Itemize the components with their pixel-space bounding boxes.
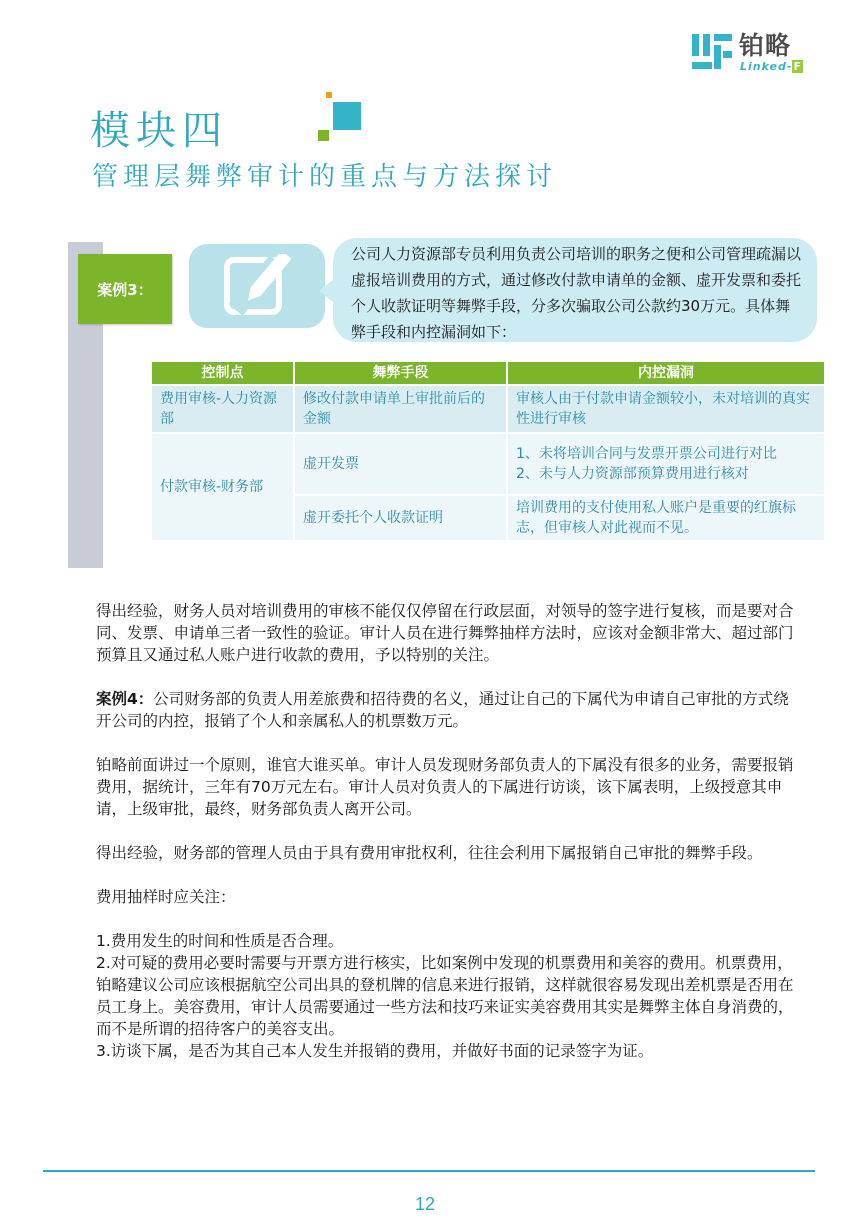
deco-square-orange xyxy=(326,92,332,98)
deco-square-teal xyxy=(333,102,361,130)
table-cell: 虚开发票 xyxy=(294,433,507,495)
footer-divider xyxy=(43,1170,815,1172)
page-number: 12 xyxy=(414,1194,436,1214)
case4-label: 案例4： xyxy=(96,690,154,708)
deco-square-green xyxy=(318,130,329,141)
case3-description: 公司人力资源部专员利用负责公司培训的职务之便和公司管理疏漏以虚报培训费用的方式，通过修改付款申请单的金额、虚开发票和委托个人收款证明等舞弊手段，分多次骗取公司公款约30万元。具体舞弊手段和内控漏洞如下： xyxy=(333,238,817,342)
paragraph: 得出经验，财务人员对培训费用的审核不能仅仅停留在行政层面，对领导的签字进行复核，而是要对合同、发票、申请单三者一致性的验证。审计人员在进行舞弊抽样方法时，应该对金额非常大、超过部门预算且又通过私人账户进行收款的费用，予以特别的关注。 xyxy=(96,602,794,664)
paragraph: 费用抽样时应关注： xyxy=(96,888,236,906)
table-header: 控制点 xyxy=(151,361,294,385)
table-header-row xyxy=(151,361,825,385)
brand-name-en: Linked-F xyxy=(740,60,802,73)
table-cell: 费用审核-人力资源部 xyxy=(151,385,294,433)
table-row xyxy=(151,385,825,433)
brand-name-en-mark: F xyxy=(793,60,802,73)
table-row xyxy=(151,433,825,495)
brand-logo xyxy=(690,32,820,76)
case4-text: 公司财务部的负责人用差旅费和招待费的名义，通过让自己的下属代为申请自己审批的方式绕开公司的内控，报销了个人和亲属私人的机票数万元。 xyxy=(96,690,789,730)
table-cell: 审核人由于付款申请金额较小，未对培训的真实性进行审核 xyxy=(507,385,825,433)
edit-document-icon xyxy=(189,244,325,328)
module-subtitle: 管理层舞弊审计的重点与方法探讨 xyxy=(92,162,558,192)
table-cell xyxy=(507,433,825,495)
table-cell: 修改付款申请单上审批前后的金额 xyxy=(294,385,507,433)
list-item: 3.访谈下属，是否为其自己本人发生并报销的费用，并做好书面的记录签字为证。 xyxy=(96,1042,654,1060)
table-header: 舞弊手段 xyxy=(294,361,507,385)
list-item: 1.费用发生的时间和性质是否合理。 xyxy=(96,932,344,950)
table-cell: 付款审核-财务部 xyxy=(151,433,294,541)
paragraph: 得出经验，财务部的管理人员由于具有费用审批权利，往往会利用下属报销自己审批的舞弊手段。 xyxy=(96,844,763,862)
table-header: 内控漏洞 xyxy=(507,361,825,385)
case4-paragraph xyxy=(96,688,796,732)
case3-label: 案例3： xyxy=(78,254,172,324)
module-title: 模块四 xyxy=(90,108,228,154)
control-table xyxy=(150,360,826,542)
table-cell: 培训费用的支付使用私人账户是重要的红旗标志，但审核人对此视而不见。 xyxy=(507,495,825,541)
list-item: 2.对可疑的费用必要时需要与开票方进行核实，比如案例中发现的机票费用和美容的费用。机票费用，铂略建议公司应该根据航空公司出具的登机牌的信息来进行报销，这样就很容易发现出差机票是否用在员工身上。美容费用，审计人员需要通过一些方法和技巧来证实美容费用其实是舞弊主体自身消费的，而不是所谓的招待客户的美容支出。 xyxy=(96,954,794,1038)
brand-name-cn: 铂略 xyxy=(739,31,792,60)
body-text xyxy=(96,600,796,1062)
table-cell: 虚开委托个人收款证明 xyxy=(294,495,507,541)
linked-f-logo-icon xyxy=(690,32,734,72)
table-cell-line: 1、未将培训合同与发票开票公司进行对比 xyxy=(516,446,777,462)
paragraph: 铂略前面讲过一个原则，谁官大谁买单。审计人员发现财务部负责人的下属没有很多的业务，需要报销费用，据统计，三年有70万元左右。审计人员对负责人的下属进行访谈，该下属表明，上级授意其申请，上级审批，最终，财务部负责人离开公司。 xyxy=(96,756,794,818)
table-cell-line: 2、未与人力资源部预算费用进行核对 xyxy=(516,466,749,482)
